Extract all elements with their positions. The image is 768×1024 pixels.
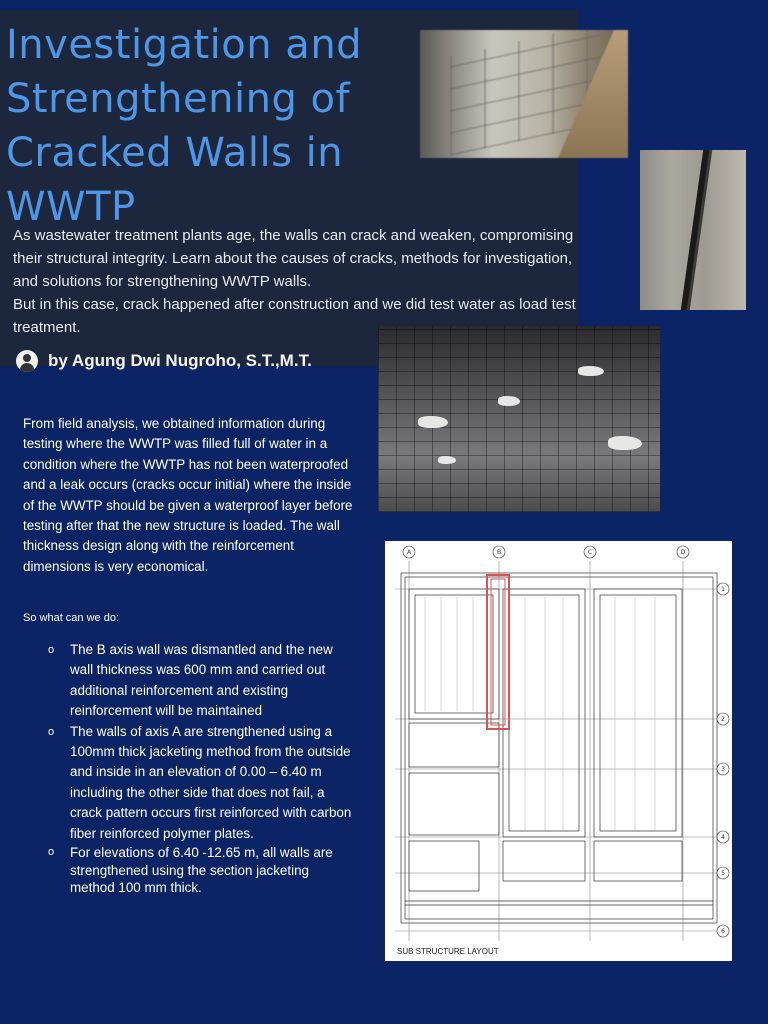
grid-label-4: 4	[721, 834, 725, 841]
grid-label-c: C	[587, 549, 593, 556]
drawing-caption: SUB STRUCTURE LAYOUT	[397, 947, 499, 956]
list-item: o For elevations of 6.40 -12.65 m, all walls are strengthened using the section jacketing method 100 mm thick.	[48, 845, 333, 896]
grid-label-b: B	[496, 549, 502, 556]
grid-label-a: A	[406, 549, 412, 556]
grid-label-6: 6	[721, 928, 725, 935]
grid-label-2: 2	[721, 716, 725, 723]
wwtp-interior-photo	[378, 326, 660, 512]
list-item: o The B axis wall was dismantled and the new wall thickness was 600 mm and carried out additional reinforcement and existing reinforcement will be maintained	[48, 642, 333, 719]
bullet-icon: o	[48, 644, 55, 656]
bullet-icon: o	[48, 846, 55, 859]
author-avatar	[16, 350, 38, 372]
grid-label-1: 1	[721, 586, 725, 593]
intro-paragraph: But in this case, crack happened after construction and we did test water as load test treatment.	[13, 296, 576, 336]
grid-label-3: 3	[721, 766, 725, 773]
list-item: o The walls of axis A are strengthened using a 100mm thick jacketing method from the outside and inside in an elevation of 0.00 – 6.40 m including the other side that does not fail, a crack pattern occurs first reinforced with carbon fiber reinforced polymer plates.	[48, 723, 352, 841]
wall-crack-closeup-photo	[640, 150, 746, 310]
action-list	[48, 640, 354, 897]
author-name: by Agung Dwi Nugroho, S.T.,M.T.	[48, 351, 312, 370]
intro-paragraph: As wastewater treatment plants age, the walls can crack and weaken, compromising their structural integrity. Learn about the causes of cracks, methods for investigation, and solutions for strengthening WWTP walls.	[13, 227, 574, 290]
page-title: Investigation and Strengthening of Cracked Walls in WWTP	[6, 22, 363, 230]
cracked-wall-exterior-photo	[420, 30, 628, 158]
floor-plan-svg	[385, 541, 732, 961]
grid-label-5: 5	[721, 870, 725, 877]
action-lead: So what can we do:	[23, 612, 120, 624]
field-analysis-paragraph: From field analysis, we obtained information during testing where the WWTP was filled full of water in a condition where the WWTP has not been waterproofed and a leak occurs (cracks occur initial) where the inside of the WWTP should be given a waterproof layer before testing after that the new structure is loaded. The wall thickness design along with the reinforcement dimensions is very economical.	[23, 416, 353, 574]
grid-label-d: D	[680, 549, 686, 556]
sub-structure-layout-drawing	[385, 541, 732, 961]
author-line	[16, 350, 312, 372]
bullet-icon: o	[48, 725, 55, 738]
intro-text	[13, 224, 578, 339]
highlighted-axis-b-wall	[487, 575, 509, 729]
